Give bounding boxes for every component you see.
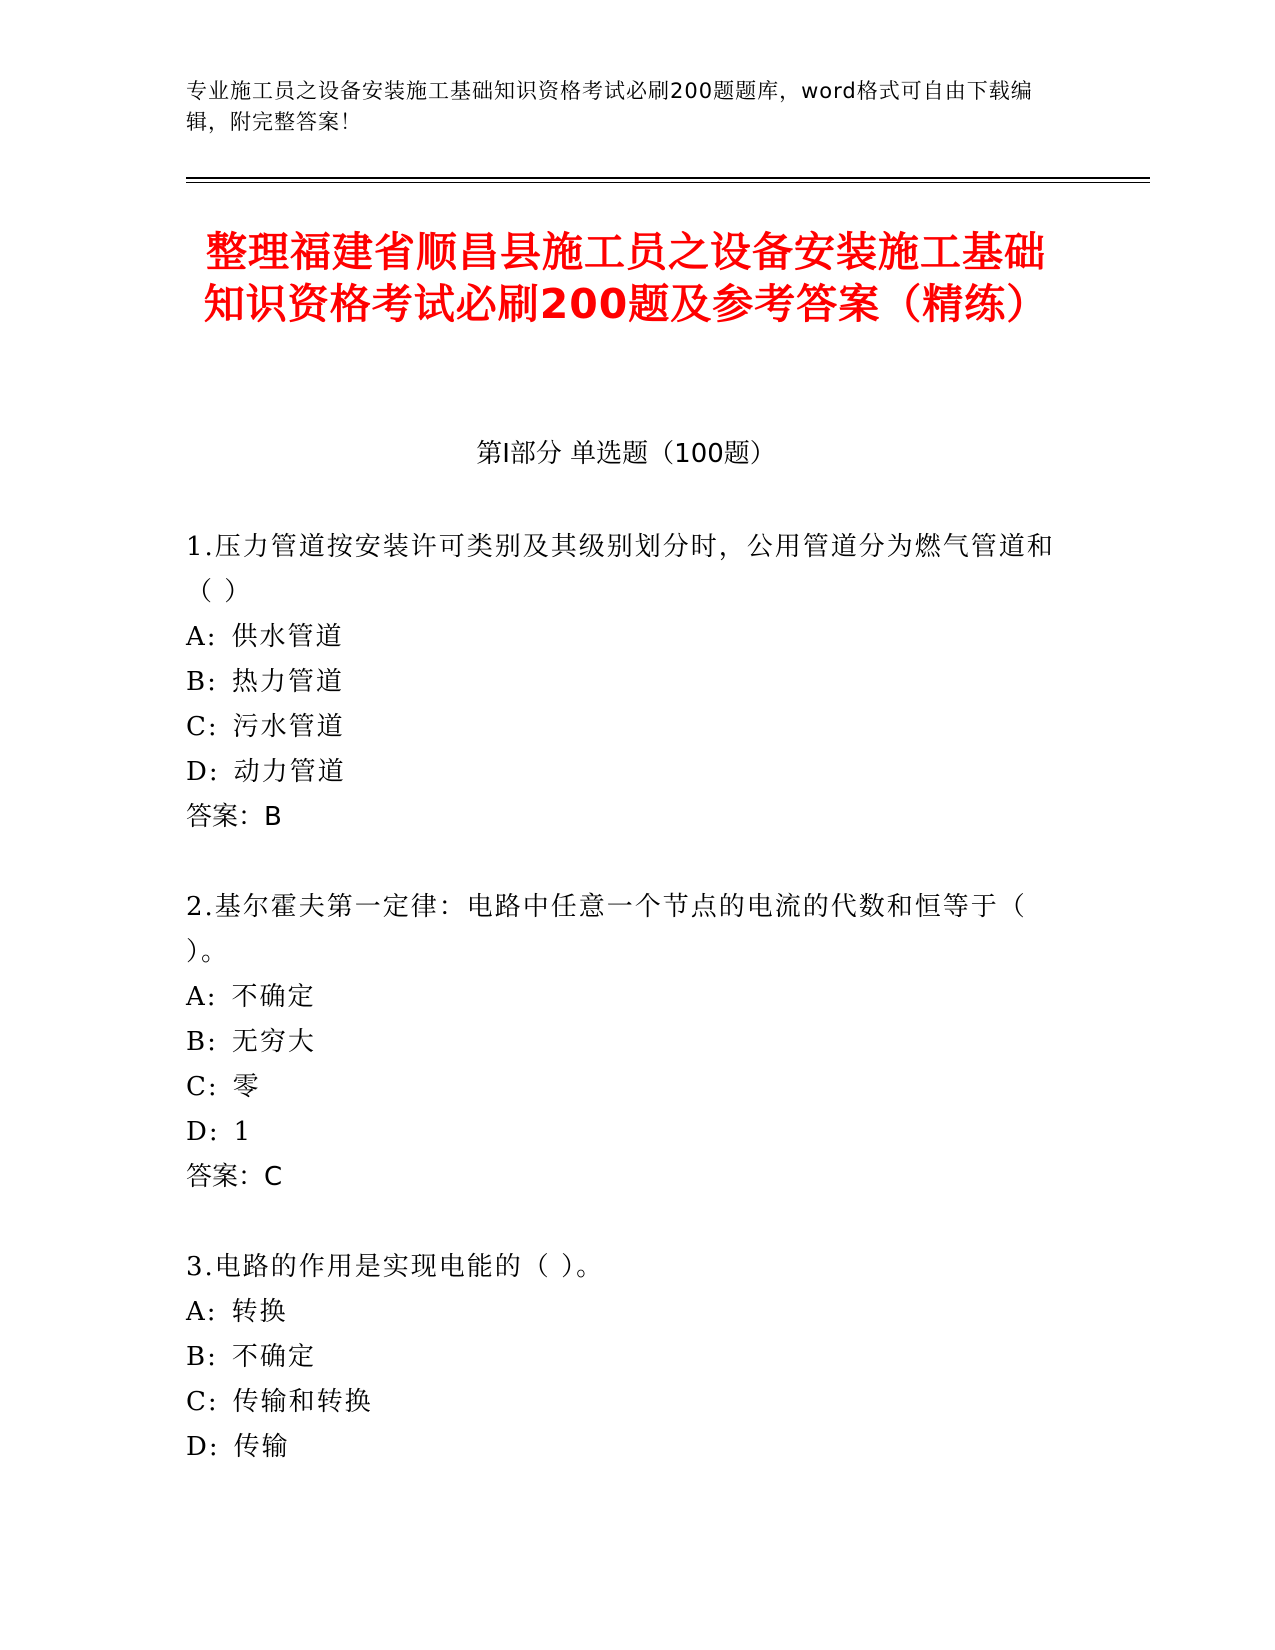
option-key: A: [186,982,218,1012]
option-b [186,1020,1066,1065]
option-c [186,705,1066,750]
answer-value: B [264,802,282,832]
answer-line [186,1155,1066,1200]
question-item [186,885,1066,1200]
header-note: 专业施工员之设备安装施工基础知识资格考试必刷200题题库，word格式可自由下载编辑，附完整答案！ [186,79,1033,134]
option-text: 动力管道 [233,757,346,787]
answer-label: 答案： [186,1162,265,1192]
option-text: 传输和转换 [232,1387,373,1417]
option-d [186,1425,1066,1470]
option-key: D: [186,1117,220,1147]
question-item [186,525,1066,840]
option-key: B: [186,1027,218,1057]
option-key: C: [186,1387,219,1417]
question-stem: 1.压力管道按安装许可类别及其级别划分时，公用管道分为燃气管道和（ ） [186,532,1055,607]
document-title: 整理福建省顺昌县施工员之设备安装施工基础知识资格考试必刷200题及参考答案（精练） [203,228,1049,328]
option-key: C: [186,1072,219,1102]
option-a [186,1290,1066,1335]
option-c [186,1380,1066,1425]
option-text: 不确定 [231,982,316,1012]
header-divider-thick [186,177,1150,179]
option-c [186,1065,1066,1110]
option-key: D: [186,757,220,787]
section-title: 第Ⅰ部分 单选题（100题） [476,439,776,469]
question-stem: 3.电路的作用是实现电能的（ ）。 [186,1252,605,1282]
option-text: 零 [232,1072,261,1102]
option-b [186,1335,1066,1380]
question-list [186,525,1066,1515]
answer-line [186,795,1066,840]
option-key: A: [186,622,218,652]
option-text: 供水管道 [231,622,344,652]
header-divider-thin [186,182,1150,183]
option-key: A: [186,1297,218,1327]
option-text: 热力管道 [231,667,344,697]
answer-label: 答案： [186,802,265,832]
option-text: 传输 [233,1432,290,1462]
option-text: 转换 [231,1297,288,1327]
question-item [186,1245,1066,1470]
option-key: C: [186,712,219,742]
option-d [186,750,1066,795]
question-stem: 2.基尔霍夫第一定律：电路中任意一个节点的电流的代数和恒等于（ ）。 [186,892,1027,967]
option-d [186,1110,1066,1155]
option-a [186,975,1066,1020]
option-text: 无穷大 [231,1027,316,1057]
option-b [186,660,1066,705]
option-a [186,615,1066,660]
option-text: 1 [233,1117,253,1147]
option-key: B: [186,1342,218,1372]
option-text: 不确定 [231,1342,316,1372]
option-text: 污水管道 [232,712,345,742]
option-key: D: [186,1432,220,1462]
option-key: B: [186,667,218,697]
answer-value: C [264,1162,283,1192]
